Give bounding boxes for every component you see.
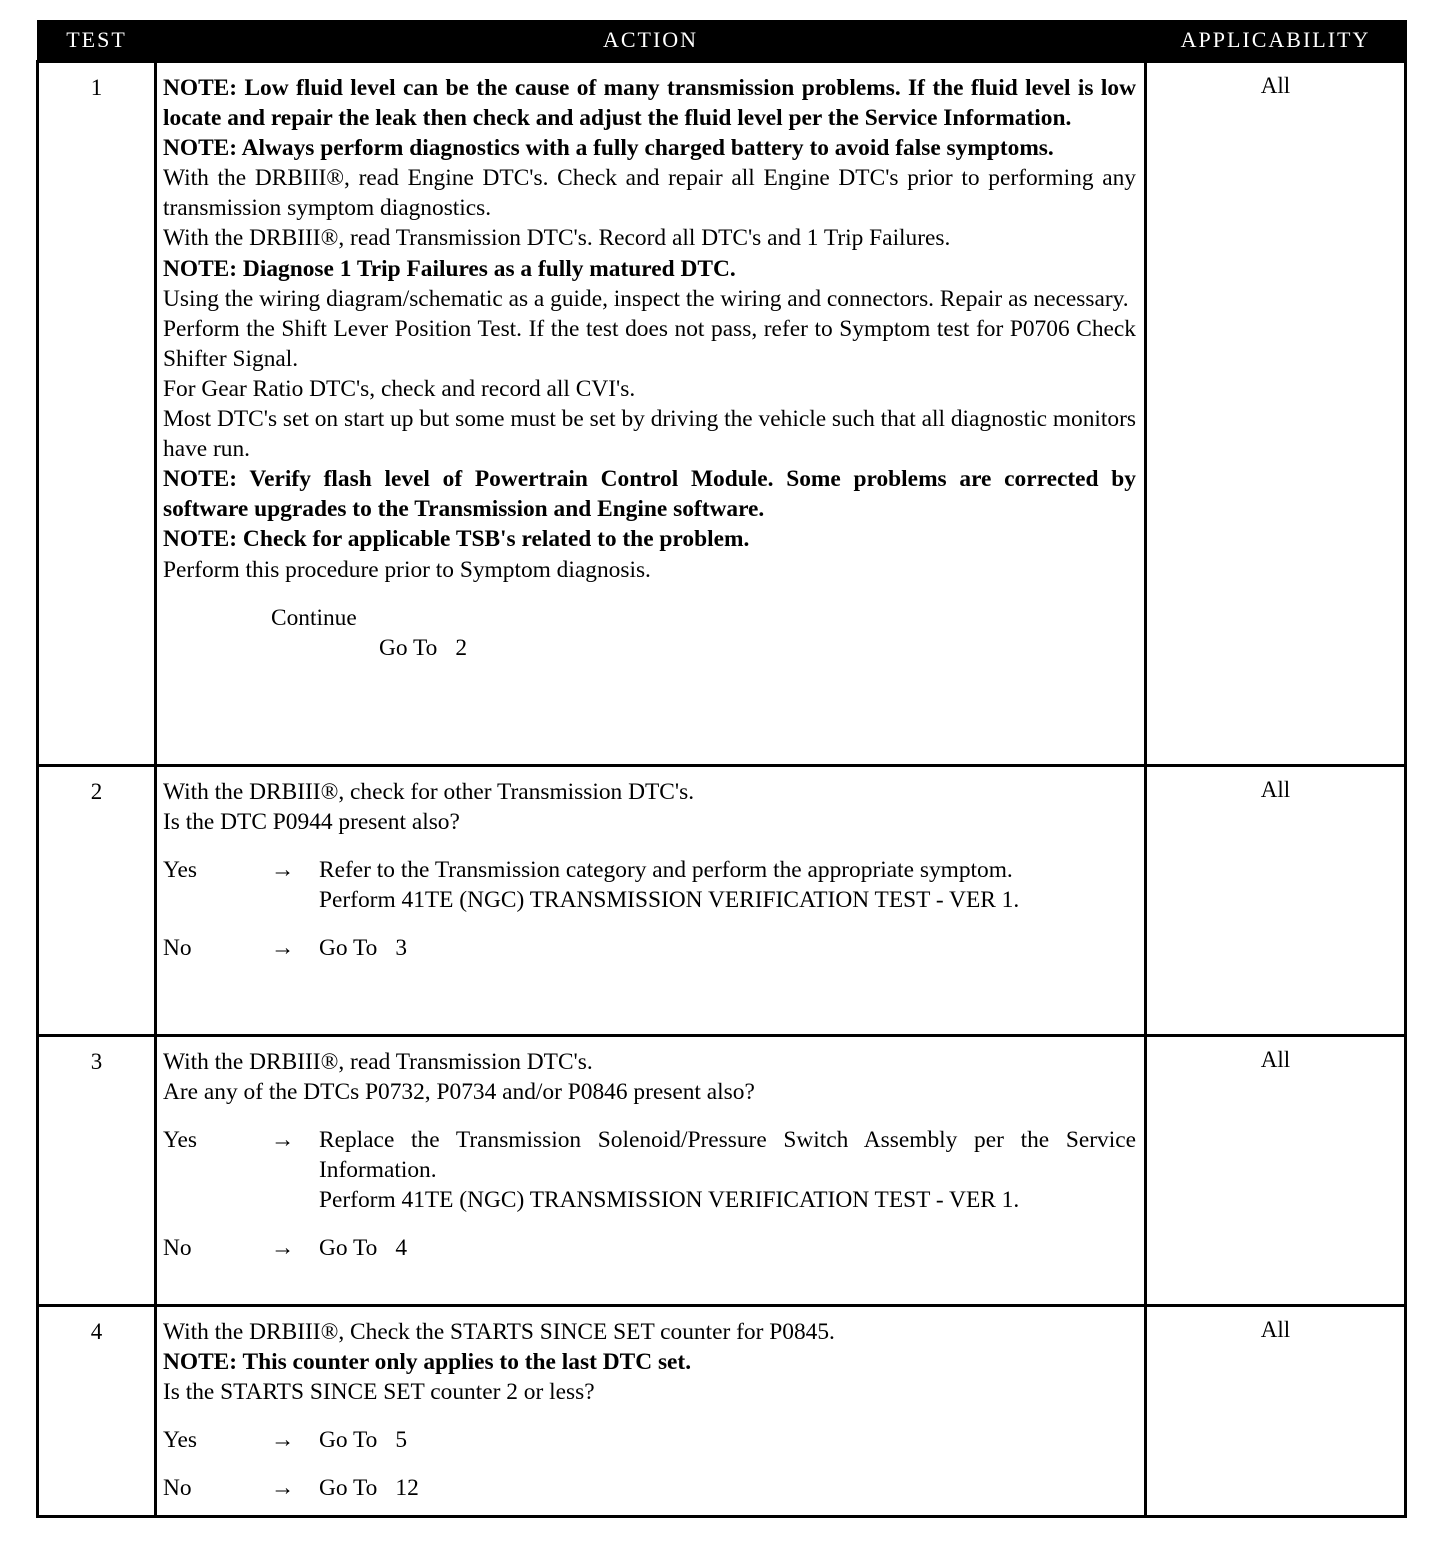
yes-text-line: Replace the Transmission Solenoid/Pressure Switch Assembly per the Service Information. [319,1127,1136,1184]
action-line: Is the STARTS SINCE SET counter 2 or less? [163,1379,595,1406]
action-line: NOTE: Verify flash level of Powertrain Control Module. Some problems are corrected by software upgrades to the Transmission and Engine software. [163,466,1136,523]
test-number: 3 [38,1036,156,1306]
goto-target: 4 [395,1235,408,1262]
applicability-cell: All [1146,766,1406,1036]
yes-response [163,1125,1136,1215]
applicability-cell: All [1146,1036,1406,1306]
test-number: 4 [38,1306,156,1517]
action-line: Perform the Shift Lever Position Test. If the test does not pass, refer to Symptom test for P0706 Check Shifter Signal. [163,315,1136,372]
test-number: 2 [38,766,156,1036]
no-label: No [163,1235,192,1262]
action-line: NOTE: Diagnose 1 Trip Failures as a fully matured DTC. [163,255,736,282]
arrow-icon: → [271,935,295,962]
yes-text-line: Perform 41TE (NGC) TRANSMISSION VERIFICATION TEST - VER 1. [319,1187,1020,1214]
no-label: No [163,935,192,962]
goto-label: Go To [319,1427,378,1454]
goto-instruction [379,633,1136,663]
arrow-icon: → [271,1475,295,1502]
no-response [163,1233,1136,1263]
table-row [38,1036,1406,1306]
action-cell [156,62,1146,766]
action-line: Most DTC's set on start up but some must be set by driving the vehicle such that all diagnostic monitors have run. [163,406,1136,463]
action-line: For Gear Ratio DTC's, check and record all CVI's. [163,375,636,402]
diagnostic-table-page [36,20,1404,1518]
arrow-icon: → [271,1427,295,1454]
table-row [38,62,1406,766]
goto-target: 5 [395,1427,408,1454]
action-line: With the DRBIII®, Check the STARTS SINCE SET counter for P0845. [163,1319,835,1345]
yes-label: Yes [163,1427,198,1454]
action-cell [156,1036,1146,1306]
applicability-cell: All [1146,1306,1406,1517]
yes-text [319,855,1136,915]
action-line: Using the wiring diagram/schematic as a guide, inspect the wiring and connectors. Repair as necessary. [163,285,1129,312]
action-line: NOTE: This counter only applies to the last DTC set. [163,1349,692,1376]
yes-label: Yes [163,1127,198,1154]
header-test: TEST [38,20,156,62]
goto-instruction [319,1425,1136,1455]
goto-label: Go To [319,1235,378,1262]
action-line: NOTE: Check for applicable TSB's related to the problem. [163,526,750,553]
no-response [163,933,1136,963]
arrow-icon: → [271,857,295,884]
header-action: ACTION [156,20,1146,62]
action-line: With the DRBIII®, read Engine DTC's. Check and repair all Engine DTC's prior to performing any transmission symptom diagnostics. [163,165,1136,222]
goto-label: Go To [319,935,378,962]
goto-instruction [319,1473,1136,1503]
table-header-row [38,20,1406,62]
table-row [38,766,1406,1036]
applicability-cell: All [1146,62,1406,766]
test-number: 1 [38,62,156,766]
action-line: With the DRBIII®, check for other Transmission DTC's. [163,779,695,805]
goto-instruction [319,1233,1136,1263]
no-label: No [163,1475,192,1502]
action-line: Is the DTC P0944 present also? [163,809,460,836]
action-cell [156,766,1146,1036]
continue-label: Continue [271,604,357,631]
action-line: NOTE: Low fluid level can be the cause of many transmission problems. If the fluid level is low locate and repair the leak then check and adjust the fluid level per the Service Information. [163,75,1136,132]
yes-text-line: Perform 41TE (NGC) TRANSMISSION VERIFICATION TEST - VER 1. [319,887,1020,914]
goto-instruction [319,933,1136,963]
no-response [163,1473,1136,1503]
goto-target: 12 [395,1475,419,1502]
goto-label: Go To [319,1475,378,1502]
action-line: Perform this procedure prior to Symptom diagnosis. [163,556,651,583]
action-line: NOTE: Always perform diagnostics with a fully charged battery to avoid false symptoms. [163,135,1054,162]
action-line: Are any of the DTCs P0732, P0734 and/or P0846 present also? [163,1079,755,1106]
goto-target: 2 [455,634,468,661]
action-line: With the DRBIII®, read Transmission DTC's. Record all DTC's and 1 Trip Failures. [163,225,951,252]
arrow-icon: → [271,1235,295,1262]
action-line: With the DRBIII®, read Transmission DTC's. [163,1049,593,1075]
action-cell [156,1306,1146,1517]
continue-block [163,603,1136,663]
goto-label: Go To [379,634,438,661]
goto-target: 3 [395,935,408,962]
header-applicability: APPLICABILITY [1146,20,1406,62]
yes-label: Yes [163,857,198,884]
yes-text-line: Refer to the Transmission category and perform the appropriate symptom. [319,857,1013,884]
yes-text [319,1125,1136,1215]
arrow-icon: → [271,1127,295,1154]
yes-response [163,855,1136,915]
table-row [38,1306,1406,1517]
yes-response [163,1425,1136,1455]
diagnostic-table [36,20,1407,1518]
